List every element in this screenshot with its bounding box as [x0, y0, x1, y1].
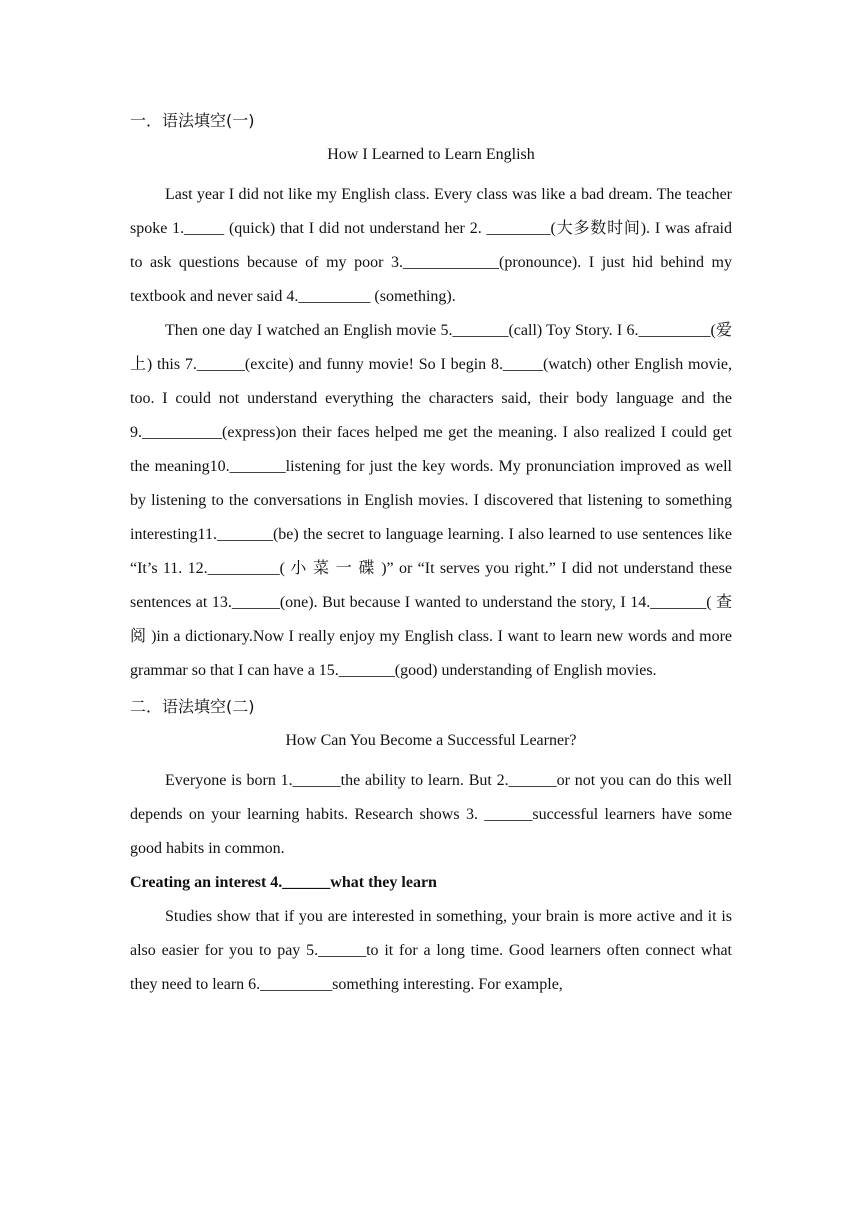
passage-2-title: How Can You Become a Successful Learner?	[285, 732, 577, 749]
passage-1-title: How I Learned to Learn English	[327, 146, 535, 163]
passage-2-body: Studies show that if you are interested in something, your brain is more active and it is also easier for you to pay 5.______to it for a long time. Good learners often connect what they need to learn 6._________something interesting. For example,	[130, 908, 732, 993]
passage-1-paragraph-2: Then one day I watched an English movie 5._______(call) Toy Story. I 6._________(爱上) this 7.______(excite) and funny movie! So I begin 8._____(watch) other English movie, too. I could not understand everything the characters said, their body language and the 9.__________(express)on their faces helped me get the meaning. I also realized I could get the meaning10._______listening for just the key words. My pronunciation improved as well by listening to the conversations in English movies. I discovered that listening to something interesting11._______(be) the secret to language learning. I also learned to use sentences like “It’s 11. 12._________( 小 菜 一 碟 )” or “It serves you right.” I did not understand these sentences at 13.______(one). But because I wanted to understand the story, I 14._______( 查阅 )in a dictionary.Now I really enjoy my English class. I want to learn new words and more grammar so that I can have a 15._______(good) understanding of English movies.	[130, 322, 732, 679]
passage-2-subheading: Creating an interest 4.______what they learn	[130, 874, 437, 891]
section-1-heading: 一．语法填空(一)	[130, 111, 255, 130]
section-2-heading: 二．语法填空(二)	[130, 697, 255, 716]
document-content	[130, 110, 732, 1002]
passage-1-paragraph-1: Last year I did not like my English class. Every class was like a bad dream. The teacher spoke 1._____ (quick) that I did not understand her 2. ________(大多数时间). I was afraid to ask questions because of my poor 3.____________(pronounce). I just hid behind my textbook and never said 4._________ (something).	[130, 186, 732, 305]
passage-2-intro: Everyone is born 1.______the ability to learn. But 2.______or not you can do this well depends on your learning habits. Research shows 3. ______successful learners have some good habits in common.	[130, 772, 732, 857]
